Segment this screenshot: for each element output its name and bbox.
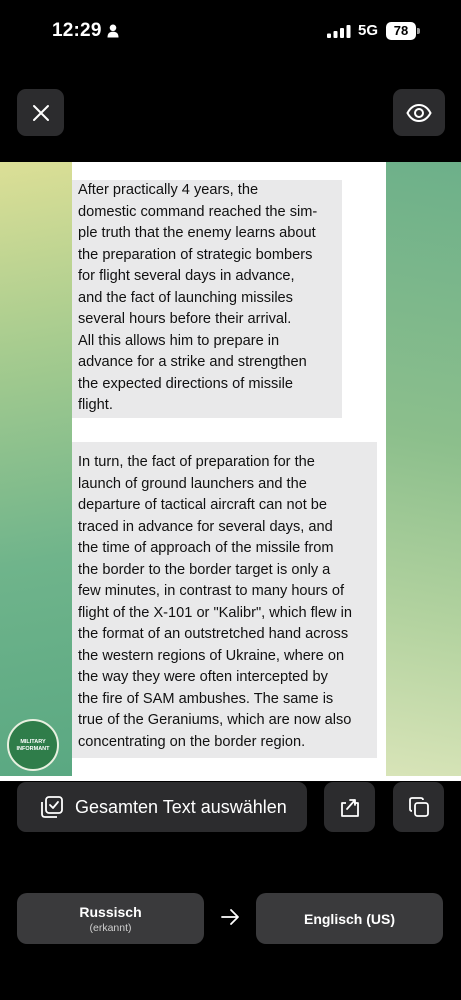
- toggle-overlay-button[interactable]: [393, 89, 445, 136]
- translated-paragraph-2[interactable]: [72, 442, 377, 758]
- status-time: 12:29: [52, 20, 102, 41]
- translated-paragraph-1[interactable]: [72, 180, 342, 418]
- copy-button[interactable]: [393, 782, 444, 832]
- eye-icon: [406, 104, 432, 122]
- person-icon: [107, 24, 119, 38]
- source-language-detected: (erkannt): [89, 921, 132, 934]
- paragraph-1-text: After practically 4 years, the domestic command reached the sim- ple truth that the enemy learns about the preparation of strategic bombers for flight several days in advance, and the fact of launching missiles several hours before their arrival. All this allows him to prepare in advance for a strike and strengthen the expected directions of missile flight.: [78, 182, 318, 413]
- logo-text: MILITARY INFORMANT: [16, 739, 50, 752]
- paragraph-2-text: In turn, the fact of preparation for the launch of ground launchers and the departure of tactical aircraft can not be traced in advance for several days, and the time of approach of the missile from the border to the border target is only a few minutes, in contrast to many hours of flight of the X-101 or "Kalibr", which flew in the format of an outstretched hand across the western regions of Ukraine, where on the way they were often intercepted by the fire of SAM ambushes. The same is true of the Geraniums, which are now also concentrating on the border region.: [78, 454, 352, 750]
- channel-logo: [7, 719, 59, 771]
- network-label: 5G: [358, 22, 379, 39]
- arrow-right-icon: [220, 907, 240, 927]
- copy-icon: [408, 796, 430, 818]
- battery-icon: [386, 22, 419, 40]
- target-language-button[interactable]: [256, 893, 443, 944]
- source-language: Russisch: [79, 903, 142, 920]
- select-all-label: Gesamten Text auswählen: [75, 796, 287, 817]
- status-bar: [0, 0, 461, 62]
- select-text-icon: [41, 796, 63, 818]
- document-page: [72, 162, 386, 776]
- signal-icon: [327, 25, 351, 38]
- share-button[interactable]: [324, 782, 375, 832]
- select-all-text-button[interactable]: [17, 782, 307, 832]
- translated-image: [0, 162, 461, 776]
- close-button[interactable]: [17, 89, 64, 136]
- source-language-button[interactable]: [17, 893, 204, 944]
- close-icon: [32, 104, 50, 122]
- target-language: Englisch (US): [303, 910, 395, 927]
- battery-level: 78: [386, 22, 416, 40]
- share-icon: [339, 796, 361, 818]
